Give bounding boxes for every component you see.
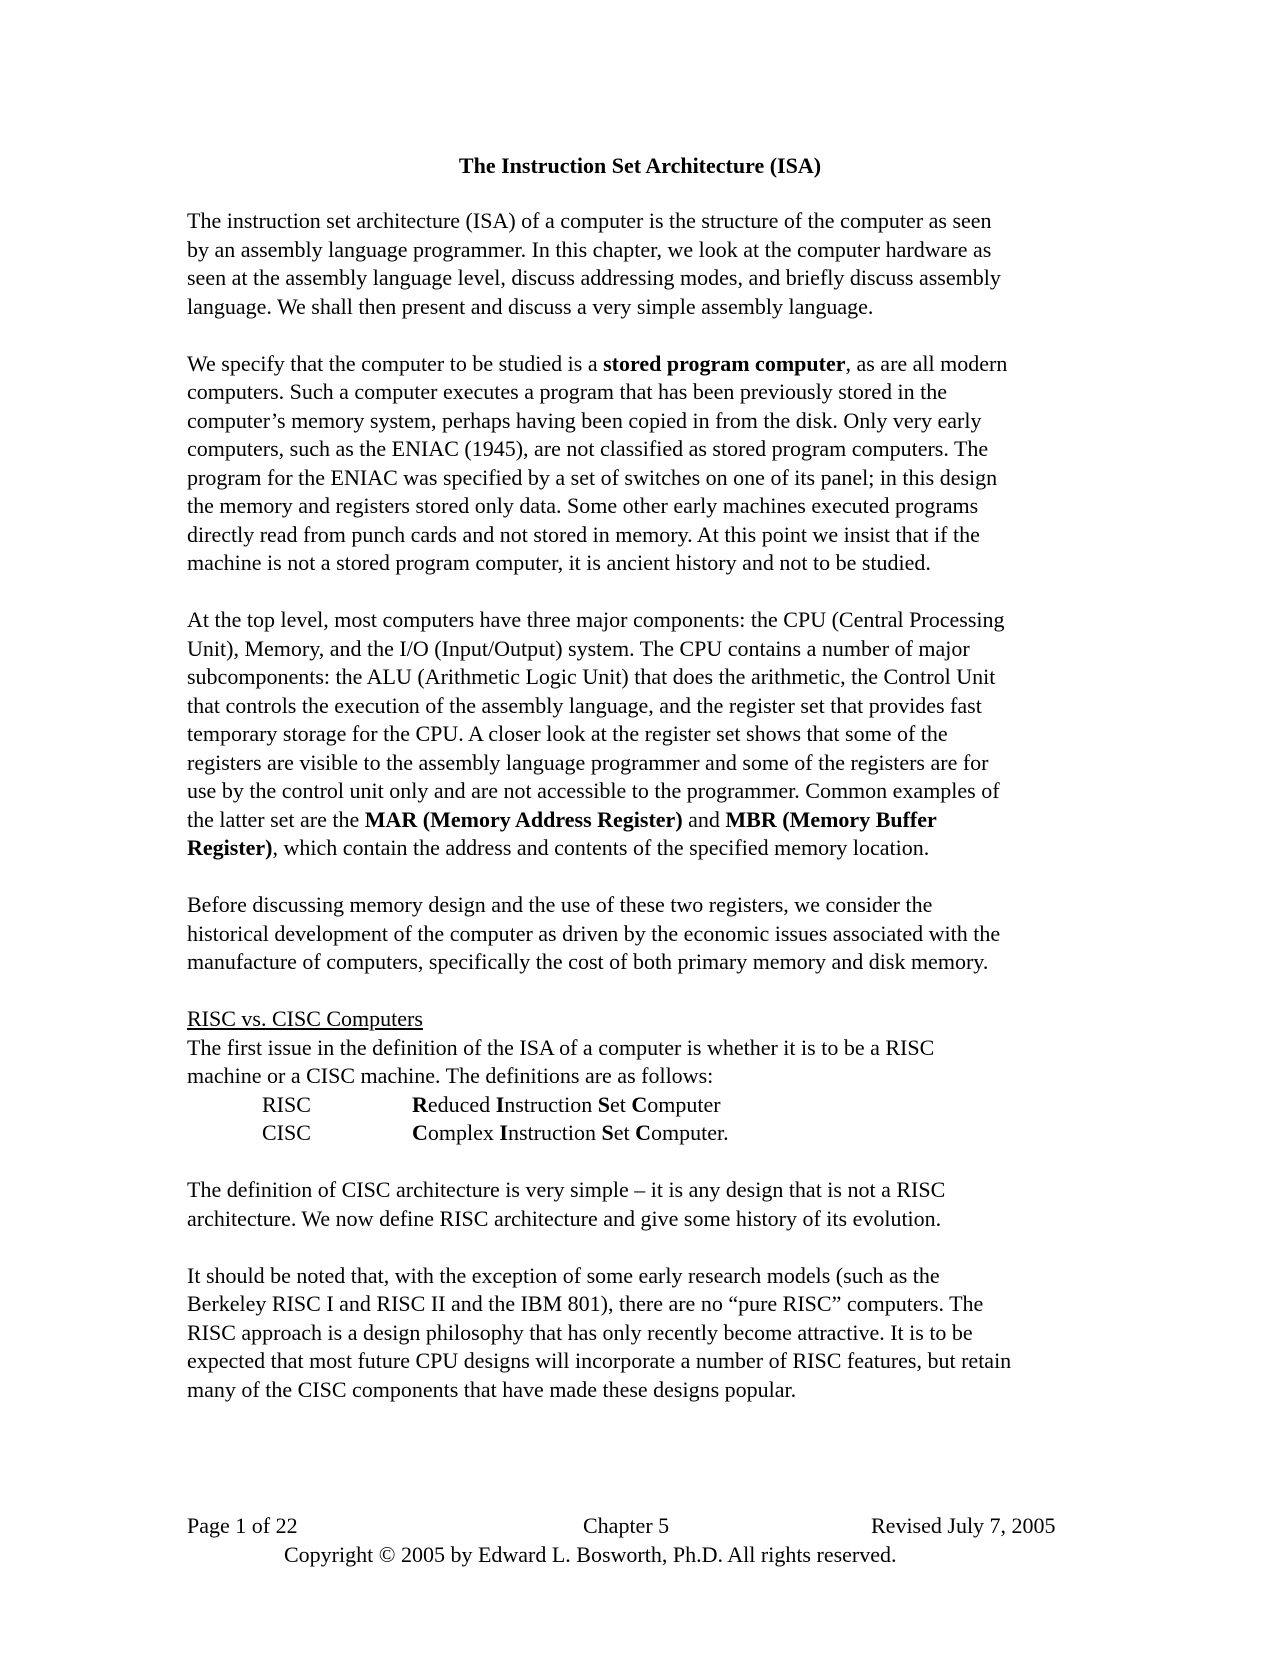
text-segment: omplex bbox=[427, 1120, 500, 1145]
definition-row-cisc bbox=[187, 1119, 1127, 1148]
text-line: It should be noted that, with the exception of some early research models (such as the bbox=[187, 1262, 940, 1288]
acronym-letter: C bbox=[631, 1091, 648, 1117]
text-segment: omputer. bbox=[650, 1120, 729, 1145]
text-segment: et bbox=[610, 1091, 632, 1117]
text-line: architecture. We now define RISC architecture and give some history of its evolution. bbox=[187, 1205, 942, 1231]
text-line: language. We shall then present and discuss a very simple assembly language. bbox=[187, 293, 874, 319]
text-line: manufacture of computers, specifically the cost of both primary memory and disk memory. bbox=[187, 949, 989, 974]
text-segment: nstruction bbox=[507, 1120, 602, 1145]
text-segment: and bbox=[682, 806, 726, 832]
text-segment: omputer bbox=[647, 1091, 721, 1117]
paragraph-memory-design bbox=[187, 891, 1127, 977]
text-line: use by the control unit only and are not accessible to the programmer. Common examples of bbox=[187, 778, 1000, 803]
definition-text bbox=[412, 1091, 721, 1120]
text-line: temporary storage for the CPU. A closer look at the register set shows that some of the bbox=[187, 721, 948, 746]
document-body bbox=[187, 207, 1127, 1433]
text-segment: We specify that the computer to be studied is a bbox=[187, 350, 604, 376]
footer-revised-date: Revised July 7, 2005 bbox=[871, 1513, 1056, 1538]
text-line: Berkeley RISC I and RISC II and the IBM 801), there are no “pure RISC” computers. The bbox=[187, 1291, 984, 1316]
text-line: RISC approach is a design philosophy that has only recently become attractive. It is to be bbox=[187, 1319, 973, 1345]
acronym-letter: I bbox=[499, 1120, 508, 1145]
text-segment: educed bbox=[427, 1091, 496, 1117]
text-line: The first issue in the definition of the ISA of a computer is whether it is to be a RISC bbox=[187, 1034, 935, 1060]
section-risc-cisc bbox=[187, 1005, 1127, 1148]
acronym-letter: C bbox=[635, 1120, 651, 1145]
paragraph-stored-program bbox=[187, 350, 1127, 578]
text-line: computers. Such a computer executes a program that has been previously stored in the bbox=[187, 379, 947, 404]
definition-term: CISC bbox=[262, 1120, 311, 1145]
text-line: machine is not a stored program computer, it is ancient history and not to be studied. bbox=[187, 550, 931, 575]
text-line: seen at the assembly language level, discuss addressing modes, and briefly discuss assembly bbox=[187, 265, 1001, 290]
text-segment: et bbox=[613, 1120, 636, 1145]
footer-chapter: Chapter 5 bbox=[583, 1513, 670, 1538]
text-line: The definition of CISC architecture is very simple – it is any design that is not a RISC bbox=[187, 1177, 946, 1202]
text-line: Before discussing memory design and the use of these two registers, we consider the bbox=[187, 892, 933, 917]
definition-term: RISC bbox=[262, 1091, 311, 1117]
acronym-letter: S bbox=[601, 1120, 614, 1145]
text-line: expected that most future CPU designs will incorporate a number of RISC features, but retain bbox=[187, 1348, 1012, 1373]
text-line: The instruction set architecture (ISA) of a computer is the structure of the computer as seen bbox=[187, 208, 992, 233]
footer-copyright: Copyright © 2005 by Edward L. Bosworth, Ph.D. All rights reserved. bbox=[284, 1541, 897, 1567]
bold-term-stored-program-computer: stored program computer bbox=[603, 350, 846, 376]
text-line: program for the ENIAC was specified by a set of switches on one of its panel; in this design bbox=[187, 464, 998, 490]
text-line: subcomponents: the ALU (Arithmetic Logic Unit) that does the arithmetic, the Control Unit bbox=[187, 664, 996, 689]
text-line: many of the CISC components that have made these designs popular. bbox=[187, 1376, 797, 1402]
text-line bbox=[187, 806, 1127, 835]
definition-row-risc bbox=[187, 1091, 1127, 1120]
bold-term-mar: MAR (Memory Address Register) bbox=[364, 806, 683, 832]
acronym-letter: I bbox=[495, 1091, 505, 1117]
bold-term-mbr-cont: Register) bbox=[187, 835, 273, 860]
text-line: that controls the execution of the assembly language, and the register set that provides fast bbox=[187, 692, 982, 718]
text-line: machine or a CISC machine. The definitions are as follows: bbox=[187, 1063, 714, 1088]
text-line bbox=[187, 350, 1127, 379]
page-title: The Instruction Set Architecture (ISA) bbox=[458, 153, 822, 178]
text-line: Unit), Memory, and the I/O (Input/Output) system. The CPU contains a number of major bbox=[187, 635, 970, 661]
text-line bbox=[187, 834, 1127, 863]
text-line: by an assembly language programmer. In this chapter, we look at the computer hardware as bbox=[187, 236, 992, 262]
section-heading: RISC vs. CISC Computers bbox=[187, 1006, 423, 1031]
acronym-letter: C bbox=[412, 1120, 428, 1145]
text-line: the memory and registers stored only data. Some other early machines executed programs bbox=[187, 493, 979, 518]
footer-page-number: Page 1 of 22 bbox=[187, 1513, 298, 1538]
text-segment: nstruction bbox=[504, 1091, 598, 1117]
paragraph-pure-risc bbox=[187, 1262, 1127, 1405]
text-line: computer’s memory system, perhaps having been copied in from the disk. Only very early bbox=[187, 407, 982, 433]
paragraph-cisc-definition bbox=[187, 1176, 1127, 1233]
text-segment: , as are all modern bbox=[845, 350, 1008, 376]
text-line: At the top level, most computers have three major components: the CPU (Central Processing bbox=[187, 607, 1005, 632]
text-line: registers are visible to the assembly language programmer and some of the registers are for bbox=[187, 749, 989, 775]
page-footer bbox=[187, 1512, 1087, 1569]
text-segment: , which contain the address and contents of the specified memory location. bbox=[272, 835, 930, 860]
acronym-letter: R bbox=[412, 1091, 428, 1117]
acronym-letter: S bbox=[597, 1091, 610, 1117]
text-segment: the latter set are the bbox=[187, 806, 365, 832]
paragraph-intro bbox=[187, 207, 1127, 321]
text-line: historical development of the computer as driven by the economic issues associated with the bbox=[187, 920, 1001, 946]
text-line: computers, such as the ENIAC (1945), are not classified as stored program computers. The bbox=[187, 436, 989, 461]
text-line: directly read from punch cards and not stored in memory. At this point we insist that if the bbox=[187, 521, 980, 547]
footer-row bbox=[187, 1512, 1087, 1541]
paragraph-components bbox=[187, 606, 1127, 863]
definition-text bbox=[412, 1119, 729, 1148]
bold-term-mbr: MBR (Memory Buffer bbox=[725, 806, 937, 832]
